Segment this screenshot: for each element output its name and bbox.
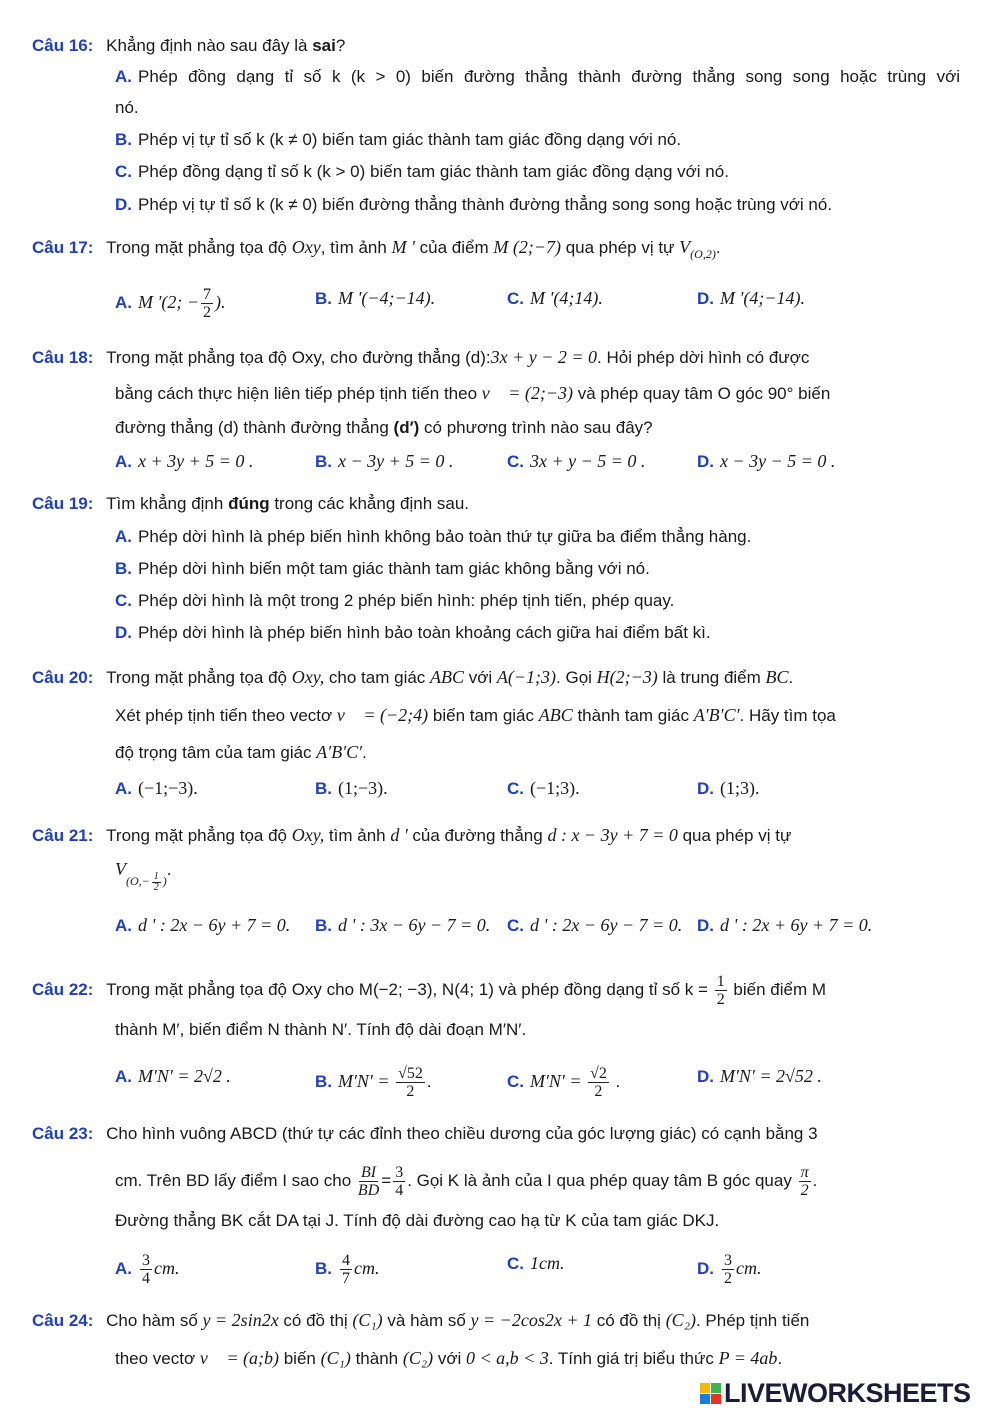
question-23-stem: Câu 23: Cho hình vuông ABCD (thứ tự các đỉnh theo chiều dương của góc lượng giác) có cạnh bằng 3 bbox=[32, 1124, 818, 1143]
q16-option-a[interactable]: A. Phép đồng dạng tỉ số k (k > 0) biến đường thẳng thành đường thẳng song song hoặc trùng với bbox=[115, 67, 960, 86]
fraction: $\frac{3}{4}$ bbox=[142, 1252, 150, 1287]
question-24-stem: Câu 24: Cho hàm số y = 2sin2x có đồ thị (C₁) và hàm số y = −2cos2x + 1 có đồ thị (C₂). Phép tịnh tiến bbox=[32, 1310, 810, 1330]
question-23-line-3: Đường thẳng BK cắt DA tại J. Tính độ dài đường cao hạ từ K của tam giác DKJ. bbox=[115, 1211, 720, 1230]
q19-option-c[interactable]: C. Phép dời hình là một trong 2 phép biến hình: phép tịnh tiến, phép quay. bbox=[115, 591, 675, 610]
question-20-line-2: Xét phép tịnh tiến theo vectơ v⃗ = (−2;4) biến tam giác ABC thành tam giác A′B′C′. Hãy tìm tọa bbox=[115, 705, 836, 725]
q20-option-a[interactable]: A. (−1;−3). bbox=[115, 778, 198, 798]
q19-option-b[interactable]: B. Phép dời hình biến một tam giác thành tam giác không bằng với nó. bbox=[115, 559, 650, 578]
q22-option-b[interactable]: B. M′N′ = $\frac{√52}{2}$ . bbox=[315, 1065, 432, 1100]
fraction: $\frac{√2}{2}$ bbox=[590, 1065, 607, 1100]
q23-option-a[interactable]: A. $\frac{3}{4}$ cm. bbox=[115, 1252, 180, 1287]
fraction: $\frac{1}{2}$ bbox=[153, 870, 159, 893]
question-22-line-2: thành M′, biến điểm N thành N′. Tính độ dài đoạn M′N′. bbox=[115, 1020, 527, 1039]
q16-option-a-cont: nó. bbox=[115, 98, 139, 117]
fraction: $\frac{4}{7}$ bbox=[342, 1252, 350, 1287]
liveworksheets-logo: LIVEWORKSHEETS bbox=[700, 1378, 971, 1409]
q18-option-a[interactable]: A. x + 3y + 5 = 0 . bbox=[115, 451, 254, 471]
question-21-stem: Câu 21: Trong mặt phẳng tọa độ Oxy, tìm ảnh d ' của đường thẳng d : x − 3y + 7 = 0 qua phép vị tự bbox=[32, 825, 792, 845]
q18-option-d[interactable]: D. x − 3y − 5 = 0 . bbox=[697, 451, 836, 471]
q22-option-a[interactable]: A. M′N′ = 2√2 . bbox=[115, 1066, 231, 1086]
q22-option-c[interactable]: C. M′N′ = $\frac{√2}{2}$ . bbox=[507, 1065, 621, 1100]
q21-option-c[interactable]: C. d ' : 2x − 6y − 7 = 0. bbox=[507, 915, 683, 935]
q21-option-d[interactable]: D. d ' : 2x + 6y + 7 = 0. bbox=[697, 915, 873, 935]
question-18-stem: Câu 18: Trong mặt phẳng tọa độ Oxy, cho đường thẳng (d):3x + y − 2 = 0. Hỏi phép dời hình có được bbox=[32, 347, 810, 367]
question-19-stem: Câu 19: Tìm khẳng định đúng trong các khẳng định sau. bbox=[32, 494, 470, 513]
q17-option-c[interactable]: C. M '(4;14). bbox=[507, 288, 603, 308]
question-21-line-2: $V_{(O,- \frac{1}{2} )}$. bbox=[115, 859, 172, 893]
fraction: $\frac{3}{4}$ bbox=[395, 1164, 404, 1199]
logo-mark-icon bbox=[700, 1383, 721, 1404]
q16-option-c[interactable]: C. Phép đồng dạng tỉ số k (k > 0) biến tam giác thành tam giác đồng dạng với nó. bbox=[115, 162, 729, 181]
q20-option-c[interactable]: C. (−1;3). bbox=[507, 778, 580, 798]
q20-option-b[interactable]: B. (1;−3). bbox=[315, 778, 388, 798]
question-24-line-2: theo vectơ v⃗ = (a;b) biến (C₁) thành (C₂) với 0 < a,b < 3. Tính giá trị biểu thức P = 4ab. bbox=[115, 1348, 783, 1368]
q17-option-d[interactable]: D. M '(4;−14). bbox=[697, 288, 805, 308]
fraction: $\frac{3}{2}$ bbox=[724, 1252, 732, 1287]
q18-option-c[interactable]: C. 3x + y − 5 = 0 . bbox=[507, 451, 646, 471]
q21-option-a[interactable]: A. d ' : 2x − 6y + 7 = 0. bbox=[115, 915, 291, 935]
q17-option-a[interactable]: A. M '(2; − $\frac{7}{2}$ ). bbox=[115, 286, 226, 321]
q21-option-b[interactable]: B. d ' : 3x − 6y − 7 = 0. bbox=[315, 915, 491, 935]
question-20-stem: Câu 20: Trong mặt phẳng tọa độ Oxy, cho tam giác ABC với A(−1;3). Gọi H(2;−3) là trung điểm BC. bbox=[32, 667, 794, 687]
question-20-line-3: độ trọng tâm của tam giác A′B′C′. bbox=[115, 742, 367, 762]
q23-option-d[interactable]: D. $\frac{3}{2}$ cm. bbox=[697, 1252, 762, 1287]
question-22-stem: Câu 22: Trong mặt phẳng tọa độ Oxy cho M(−2; −3), N(4; 1) và phép đồng dạng tỉ số k = $\frac{1}{2}$ biến điểm M bbox=[32, 973, 827, 1008]
q19-option-d[interactable]: D. Phép dời hình là phép biến hình bảo toàn khoảng cách giữa hai điểm bất kì. bbox=[115, 623, 711, 642]
fraction: $\frac{\pi}{2}$ bbox=[800, 1164, 809, 1199]
q16-option-b[interactable]: B. Phép vị tự tỉ số k (k ≠ 0) biến tam giác thành tam giác đồng dạng với nó. bbox=[115, 130, 682, 149]
fraction: $\frac{1}{2}$ bbox=[716, 973, 725, 1008]
q17-option-b[interactable]: B. M '(−4;−14). bbox=[315, 288, 436, 308]
fraction: $\frac{7}{2}$ bbox=[202, 286, 211, 321]
q19-option-a[interactable]: A. Phép dời hình là phép biến hình không bảo toàn thứ tự giữa ba điểm thẳng hàng. bbox=[115, 527, 752, 546]
q16-option-d[interactable]: D. Phép vị tự tỉ số k (k ≠ 0) biến đường thẳng thành đường thẳng song song hoặc trùng với nó. bbox=[115, 195, 833, 214]
question-17-stem: Câu 17: Trong mặt phẳng tọa độ Oxy, tìm ảnh M ' của điểm M (2;−7) qua phép vị tự $V_{(O,2)}$. bbox=[32, 237, 721, 261]
question-18-line-2: bằng cách thực hiện liên tiếp phép tịnh tiến theo v⃗ = (2;−3) và phép quay tâm O góc 90° biến bbox=[115, 383, 831, 403]
question-16-stem: Câu 16: Khẳng định nào sau đây là sai? bbox=[32, 36, 346, 55]
q23-option-c[interactable]: C. 1cm. bbox=[507, 1253, 565, 1273]
fraction: $\frac{BI}{BD}$ bbox=[357, 1164, 380, 1199]
q22-option-d[interactable]: D. M′N′ = 2√52 . bbox=[697, 1066, 822, 1086]
q18-option-b[interactable]: B. x − 3y + 5 = 0 . bbox=[315, 451, 454, 471]
q23-option-b[interactable]: B. $\frac{4}{7}$ cm. bbox=[315, 1252, 380, 1287]
q20-option-d[interactable]: D. (1;3). bbox=[697, 778, 760, 798]
question-23-line-2: cm. Trên BD lấy điểm I sao cho $\frac{BI}{BD}$ = $\frac{3}{4}$ . Gọi K là ảnh của I qua phép quay tâm B góc quay $\frac{\pi}{2}$ . bbox=[115, 1164, 818, 1199]
fraction: $\frac{√52}{2}$ bbox=[398, 1065, 423, 1100]
question-18-line-3: đường thẳng (d) thành đường thẳng (d′) có phương trình nào sau đây? bbox=[115, 418, 653, 437]
